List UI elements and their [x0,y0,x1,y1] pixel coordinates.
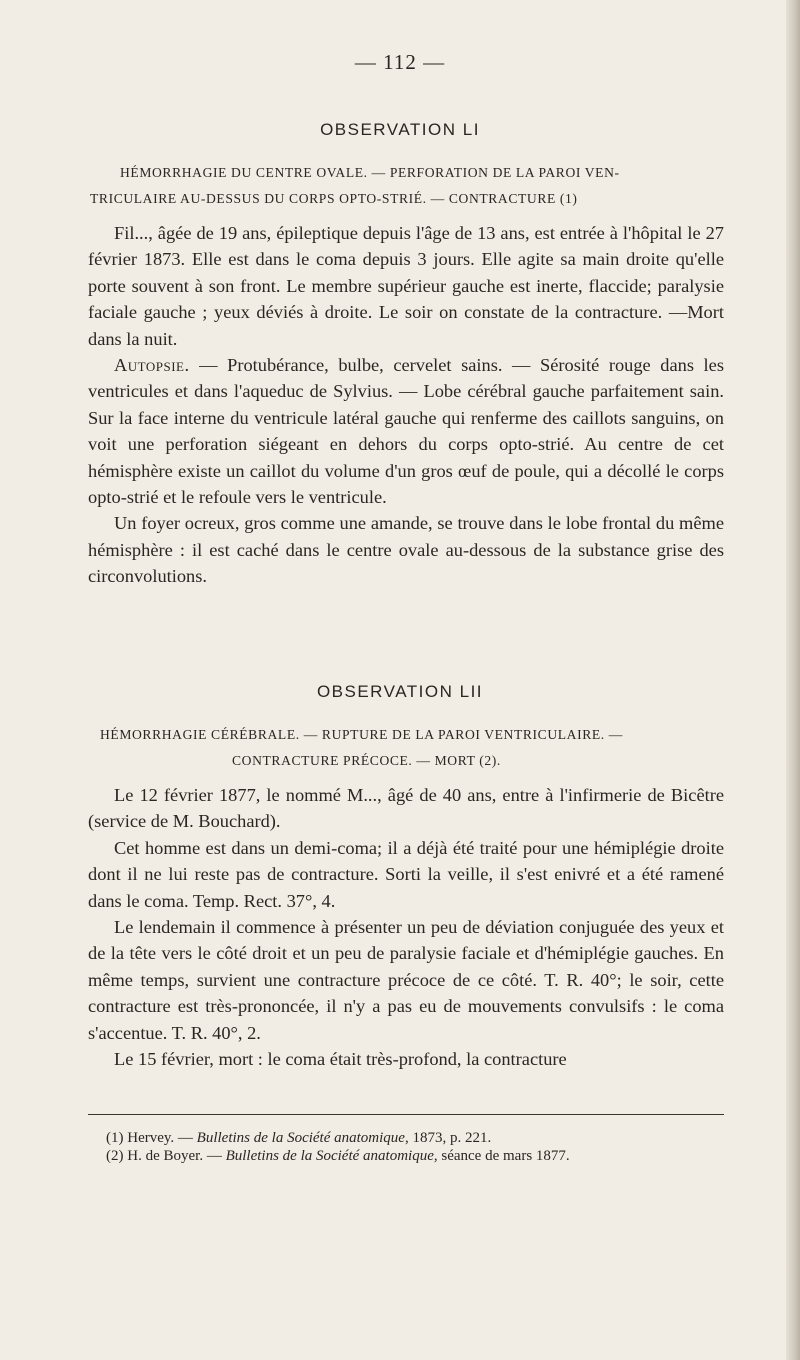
observation-52-para1: Le 12 février 1877, le nommé M..., âgé de 40 ans, entre à l'infirmerie de Bicêtre (service de M. Bouchard). [88,785,724,832]
observation-52-para2: Cet homme est dans un demi-coma; il a déjà été traité pour une hémiplégie droite dont il ne lui reste pas de contracture. Sorti la veille, il s'est enivré et a été ramené dans le coma. Temp. Rect. 37°, 4. [88,837,724,911]
observation-51-subheading-line1: HÉMORRHAGIE DU CENTRE OVALE. — PERFORATION DE LA PAROI VEN- [120,165,620,180]
observation-52-para4: Le 15 février, mort : le coma était très-profond, la contracture [114,1049,567,1070]
footnote-1 [88,1130,724,1147]
page-number: — 112 — [354,50,446,74]
footnote-1-source: Bulletins de la Société anatomique [196,1130,405,1146]
footnote-1-author: Hervey. — [123,1130,197,1146]
footnote-rule [88,1114,724,1115]
observation-51-autopsy [88,352,724,510]
footnote-2-marker: (2) [106,1148,124,1164]
footnote-2 [88,1148,724,1165]
footnote-2-source: Bulletins de la Société anatomique [225,1148,434,1164]
observation-52-subheading-line1: HÉMORRHAGIE CÉRÉBRALE. — RUPTURE DE LA PAROI VENTRICULAIRE. — [100,727,623,742]
footnote-1-rest: , 1873, p. 221. [404,1130,492,1146]
footnote-1-marker: (1) [106,1130,124,1146]
autopsy-label: Autopsie. [114,355,190,376]
footnote-2-author: H. de Boyer. — [123,1148,226,1164]
observation-51-para1: Fil..., âgée de 19 ans, épileptique depuis l'âge de 13 ans, est entrée à l'hôpital le 27 février 1873. Elle est dans le coma depuis 3 jours. Elle agite sa main droite qu'elle porte souvent à son front. Le membre supérieur gauche est inerte, flaccide; paralysie faciale gauche ; yeux déviés à droite. Le soir on constate de la contracture. —Mort dans la nuit. [88,223,724,349]
observation-52-title: OBSERVATION LII [316,682,484,701]
observation-51-para3: Un foyer ocreux, gros comme une amande, se trouve dans le lobe frontal du même hémisphère : il est caché dans le centre ovale au-dessous de la substance grise des circonvolutions. [88,513,724,587]
observation-51-subheading-line2: TRICULAIRE AU-DESSUS DU CORPS OPTO-STRIÉ. — CONTRACTURE (1) [90,191,578,206]
autopsy-text: — Protubérance, bulbe, cervelet sains. — Sérosité rouge dans les ventricules et dans l'aqueduc de Sylvius. — Lobe cérébral gauche parfaitement sain. Sur la face interne du ventricule latéral gauche qui renferme des caillots sanguins, on voit une perforation siégeant en dehors du corps opto-strié. Au centre de cet hémisphère existe un caillot du volume d'un gros œuf de poule, qui a décollé le corps opto-strié et le refoule vers le ventricule. [88,355,724,508]
footnote-2-rest: , séance de mars 1877. [433,1148,570,1164]
observation-52-subheading-line2: CONTRACTURE PRÉCOCE. — MORT (2). [232,753,501,768]
observation-51-title: OBSERVATION LI [320,120,480,139]
observation-52-para3: Le lendemain il commence à présenter un peu de déviation conjuguée des yeux et de la tête vers le côté droit et un peu de paralysie faciale et d'hémiplégie gauches. En même temps, survient une contracture précoce de ce côté. T. R. 40°; le soir, cette contracture est très-prononcée, il n'y a pas eu de mouvements convulsifs : le coma s'accentue. T. R. 40°, 2. [88,917,724,1043]
page-edge-shadow [786,0,800,1360]
observation-51-text [88,220,724,590]
observation-52-text [88,782,724,1072]
